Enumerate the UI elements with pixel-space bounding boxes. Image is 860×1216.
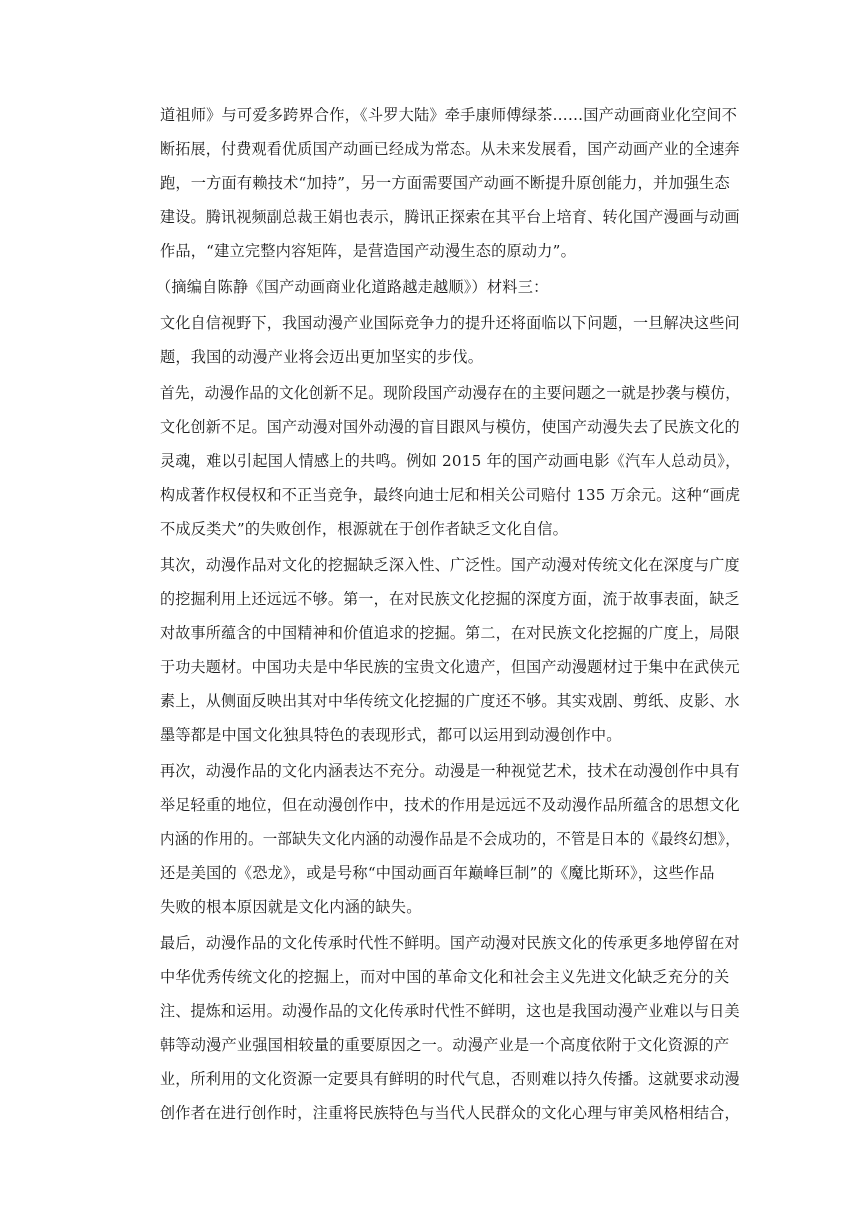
text-line: 注、提炼和运用。动漫作品的文化传承时代性不鲜明，这也是我国动漫产业难以与日美: [160, 1002, 740, 1020]
text-line: 内涵的作用的。一部缺失文化内涵的动漫作品是不会成功的，不管是日本的《最终幻想》，: [160, 830, 740, 848]
text-line: 建设。腾讯视频副总裁王娟也表示，腾讯正探索在其平台上培育、转化国产漫画与动画: [160, 208, 740, 226]
text-line: 举足轻重的地位，但在动漫创作中，技术的作用是远远不及动漫作品所蕴含的思想文化: [160, 796, 740, 814]
text-line: 构成著作权侵权和不正当竞争，最终向迪士尼和相关公司赔付 135 万余元。这种“画虎: [160, 486, 741, 504]
text-line: 文化创新不足。国产动漫对国外动漫的盲目跟风与模仿，使国产动漫失去了民族文化的: [160, 418, 740, 436]
text-line: 最后，动漫作品的文化传承时代性不鲜明。国产动漫对民族文化的传承更多地停留在对: [160, 934, 740, 952]
text-line: 作品，“建立完整内容矩阵，是营造国产动漫生态的原动力”。: [160, 242, 577, 260]
text-line: 的挖掘利用上还远远不够。第一，在对民族文化挖掘的深度方面，流于故事表面，缺乏: [160, 590, 740, 608]
text-line: 道祖师》与可爱多跨界合作，《斗罗大陆》牵手康师傅绿茶……国产动画商业化空间不: [160, 106, 738, 124]
text-line: 创作者在进行创作时，注重将民族特色与当代人民群众的文化心理与审美风格相结合，: [160, 1104, 740, 1122]
text-line: 灵魂，难以引起国人情感上的共鸣。例如 2015 年的国产动画电影《汽车人总动员》，: [160, 452, 741, 470]
text-line: 业，所利用的文化资源一定要具有鲜明的时代气息，否则难以持久传播。这就要求动漫: [160, 1070, 740, 1088]
text-line: 跑，一方面有赖技术“加持”，另一方面需要国产动画不断提升原创能力，并加强生态: [160, 174, 730, 192]
text-line: 不成反类犬”的失败创作，根源就在于创作者缺乏文化自信。: [160, 520, 569, 538]
text-line: 题，我国的动漫产业将会迈出更加坚实的步伐。: [160, 348, 484, 366]
text-line: 失败的根本原因就是文化内涵的缺失。: [160, 898, 422, 916]
text-line: 中华优秀传统文化的挖掘上，而对中国的革命文化和社会主义先进文化缺乏充分的关: [160, 968, 730, 986]
text-line: 韩等动漫产业强国相较量的重要原因之一。动漫产业是一个高度依附于文化资源的产: [160, 1036, 730, 1054]
text-line: 断拓展，付费观看优质国产动画已经成为常态。从未来发展看，国产动画产业的全速奔: [160, 140, 740, 158]
text-line: 还是美国的《恐龙》，或是号称“中国动画百年巅峰巨制”的《魔比斯环》，这些作品: [160, 864, 715, 882]
text-line: 其次，动漫作品对文化的挖掘缺乏深入性、广泛性。国产动漫对传统文化在深度与广度: [160, 556, 740, 574]
text-line: 对故事所蕴含的中国精神和价值追求的挖掘。第二，在对民族文化挖掘的广度上，局限: [160, 624, 740, 642]
text-line: 首先，动漫作品的文化创新不足。现阶段国产动漫存在的主要问题之一就是抄袭与模仿，: [160, 384, 741, 402]
text-line: 素上，从侧面反映出其对中华传统文化挖掘的广度还不够。其实戏剧、剪纸、皮影、水: [160, 692, 740, 710]
text-line: 再次，动漫作品的文化内涵表达不充分。动漫是一种视觉艺术，技术在动漫创作中具有: [160, 762, 740, 780]
text-line: 墨等都是中国文化独具特色的表现形式，都可以运用到动漫创作中。: [160, 726, 622, 744]
text-line: 文化自信视野下，我国动漫产业国际竞争力的提升还将面临以下问题，一旦解决这些问: [160, 314, 740, 332]
text-line: 于功夫题材。中国功夫是中华民族的宝贵文化遗产，但国产动漫题材过于集中在武侠元: [160, 658, 740, 676]
source-citation: （摘编自陈静《国产动画商业化道路越走越顺》）材料三：: [156, 278, 549, 296]
